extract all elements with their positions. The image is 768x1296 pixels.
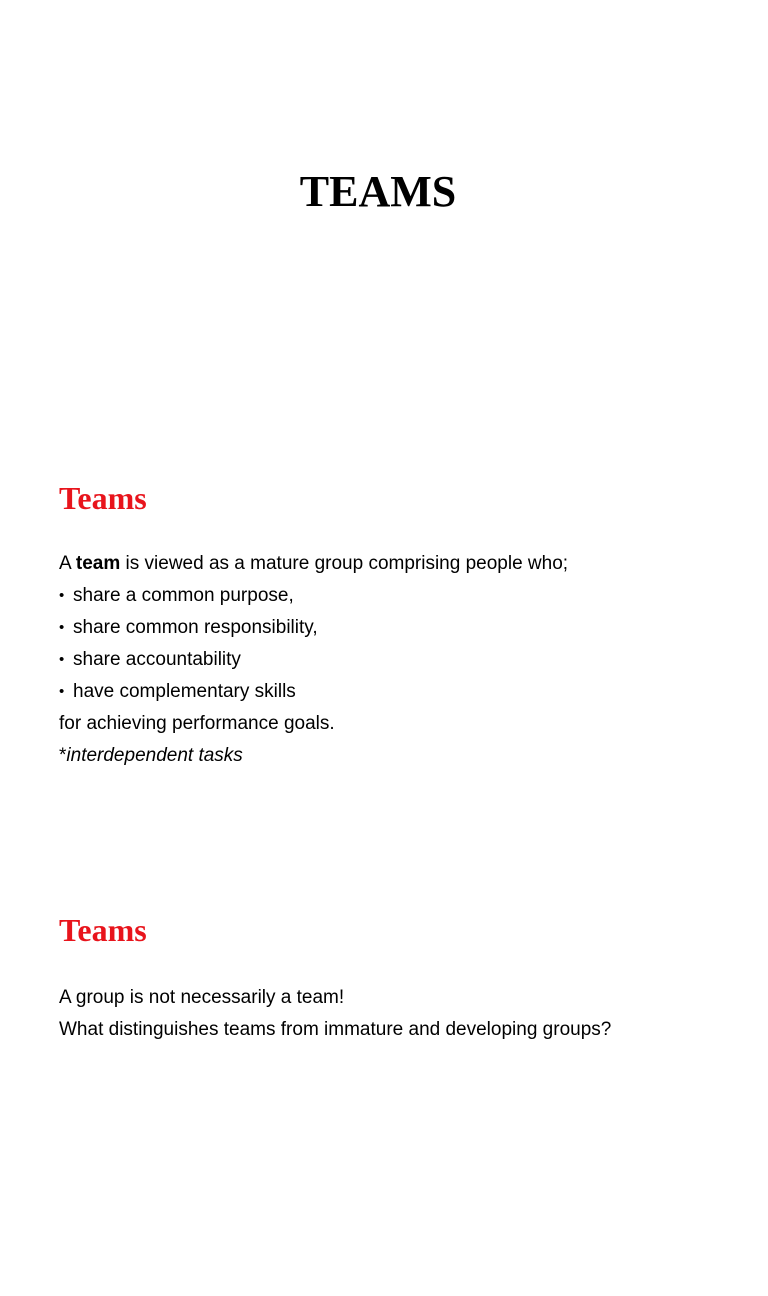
page-title: TEAMS: [299, 167, 457, 216]
bullet-item: [59, 580, 568, 612]
intro-line: [59, 548, 568, 580]
slide-body: [59, 548, 568, 772]
slide-teams-definition: [0, 432, 768, 864]
slide-group-vs-team: [0, 864, 768, 1296]
slide-heading: Teams: [59, 480, 147, 516]
bullet-icon: •: [59, 587, 65, 604]
bullet-icon: •: [59, 683, 65, 700]
bullet-icon: •: [59, 651, 65, 668]
body-line: A group is not necessarily a team!: [59, 987, 345, 1008]
body-line: What distinguishes teams from immature and developing groups?: [59, 1019, 612, 1040]
bullet-item: [59, 612, 568, 644]
bullet-item: [59, 676, 568, 708]
slide-heading: Teams: [59, 912, 147, 948]
intro-bold-term: team: [75, 553, 121, 574]
bullet-item: [59, 644, 568, 676]
slide-title: [0, 0, 768, 432]
bullet-text: share a common purpose,: [73, 585, 294, 606]
bullet-text: share accountability: [73, 649, 241, 670]
intro-suffix: is viewed as a mature group comprising people who;: [120, 553, 569, 574]
closing-line: for achieving performance goals.: [59, 713, 335, 734]
slide-body: [59, 982, 611, 1046]
bullet-text: have complementary skills: [73, 681, 296, 702]
intro-prefix: A: [59, 553, 76, 574]
bullet-icon: •: [59, 619, 65, 636]
note-line: [59, 740, 568, 772]
bullet-text: share common responsibility,: [73, 617, 318, 638]
note-prefix: *: [59, 745, 67, 766]
note-italic-text: interdependent tasks: [66, 745, 243, 766]
